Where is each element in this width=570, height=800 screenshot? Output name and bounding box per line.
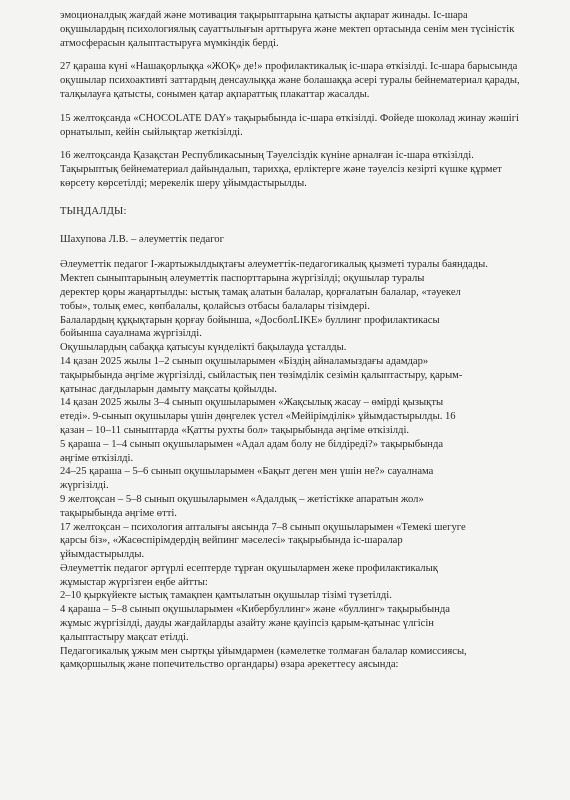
- paragraph-drug-prevention: 27 қараша күні «Нашақорлыққа «ЖОҚ» де!» профилактикалық іс-шара өткізілді. Іс-шара барысында оқушылар психоактивті заттардың денсаулыққа және болашаққа әсері туралы бейнематериал қарады, талқылауға қатысты, сонымен қатар ақпараттық плакаттар жасалды.: [60, 61, 520, 100]
- report-line: Балалардың құқықтарын қорғау бойынша, «ДосболLIKE» буллинг профилактикасы: [60, 314, 440, 326]
- report-line: қалыптастыру мақсат етілді.: [60, 631, 189, 643]
- report-line: бойынша сауалнама жүргізілді.: [60, 328, 202, 340]
- report-line: қамқоршылық және попечительство органдары) өзара әрекеттесу аясында:: [60, 659, 399, 671]
- report-line: 9 желтоқсан – 5–8 сынып оқушыларымен «Адалдық – жетістікке апаратын жол»: [60, 493, 424, 505]
- report-lines: [60, 272, 530, 672]
- staff-line: Шахупова Л.В. – әлеуметтік педагог: [60, 233, 224, 245]
- report-line: тақырыбында әңгіме жүргізілді, сыйластық пен төзімділік сезімін қалыптастыру, қарым-: [60, 369, 463, 381]
- report-line: жұмыс жүргізілді, дауды жағдайларды азайту және қауіпсіз қарым-қатынас үлгісін: [60, 618, 434, 630]
- paragraph-independence-day: 16 желтоқсанда Қазақстан Республикасының Тәуелсіздік күніне арналған іс-шара өткізілді. Тақырыптық бейнематериал дайындалып, тарихқа, ерліктерге және тәуелсіз кезірті күшке құрмет көрсету көрсетілді; мерекелік шеру ұйымдастырылды.: [60, 150, 502, 189]
- document-body: [60, 9, 530, 672]
- report-line: қарсы біз», «Жасөспірімдердің вейпинг мәселесі» тақырыбында іс-шаралар: [60, 535, 403, 547]
- report-line: тобы», толық емес, көпбалалы, қолайсыз отбасы балалары тізімдері.: [60, 300, 370, 312]
- report-line: 14 қазан 2025 жылы 1–2 сынып оқушыларымен «Біздің айналамыздағы адамдар»: [60, 355, 429, 367]
- report-line: ұйымдастырылды.: [60, 549, 145, 561]
- report-line: қатынас дағдыларын дамыту мақсаты қойылды.: [60, 383, 277, 395]
- report-line: Әлеуметтік педагог әртүрлі есептерде тұрған оқушылармен жеке профилактикалық: [60, 562, 438, 574]
- paragraph-chocolate-day: 15 желтоқсанда «CHOCOLATE DAY» тақырыбында іс-шара өткізілді. Фойеде шоколад жинау жәшігі орнатылып, кейін сыйлықтар жеткізілді.: [60, 112, 519, 138]
- report-line: етеді». 9-сынып оқушылары үшін дөңгелек үстел «Мейірімділік» ұйымдастырылды. 16: [60, 411, 456, 423]
- report-line: 14 қазан 2025 жылы 3–4 сынып оқушыларымен «Жақсылық жасау – өмірді қызықты: [60, 397, 444, 409]
- report-line: Педагогикалық ұжым мен сыртқы ұйымдармен (кәмелетке толмаған балалар комиссиясы,: [60, 645, 467, 657]
- report-line: 2–10 қыркүйекте ыстық тамақпен қамтылатын оқушылар тізімі түзетілді.: [60, 590, 392, 602]
- section-heading: ТЫҢДАЛДЫ:: [60, 205, 127, 217]
- report-line: 17 желтоқсан – психология апталығы аясында 7–8 сынып оқушыларымен «Темекі шегуге: [60, 521, 466, 533]
- report-line: қазан – 10–11 сыныптарда «Қатты рухты бол» тақырыбында әңгіме өткізілді.: [60, 424, 410, 436]
- report-line: деректер қоры жаңартылды: ыстық тамақ алатын балалар, қорғалатын балалар, «тәуекел: [60, 286, 461, 298]
- report-line: тақырыбында әңгіме өтті.: [60, 507, 177, 519]
- report-line: 5 қараша – 1–4 сынып оқушыларымен «Адал адам болу не білдіреді?» тақырыбында: [60, 438, 444, 450]
- report-line: 24–25 қараша – 5–6 сынып оқушыларымен «Бақыт деген мен үшін не?» сауалнама: [60, 466, 434, 478]
- report-line: Мектеп сыныптарының әлеуметтік паспорттарына жүргізілді; оқушылар туралы: [60, 273, 425, 285]
- report-line: әңгіме өткізілді.: [60, 452, 134, 464]
- report-line: жұмыстар жүргізген еңбе айтты:: [60, 576, 208, 588]
- paragraph-emotional-state: эмоционалдық жағдай және мотивация тақырыптарына қатысты ақпарат жинады. Іс-шара оқушылардың психологиялық сауаттылығын арттыруға және мектеп ортасында сенім мен түсіністік атмосферасын қалыптастыруға мүмкіндік берді.: [60, 10, 515, 49]
- report-line: 4 қараша – 5–8 сынып оқушыларымен «Кибербуллинг» және «буллинг» тақырыбында: [60, 604, 450, 616]
- report-line: Оқушылардың сабаққа қатысуы күнделікті бақылауда ұсталды.: [60, 342, 347, 354]
- report-intro: Әлеуметтік педагог І-жартыжылдықтағы әлеуметтік-педагогикалық қызметі туралы баяндады.: [60, 259, 488, 271]
- report-line: жүргізілді.: [60, 480, 109, 492]
